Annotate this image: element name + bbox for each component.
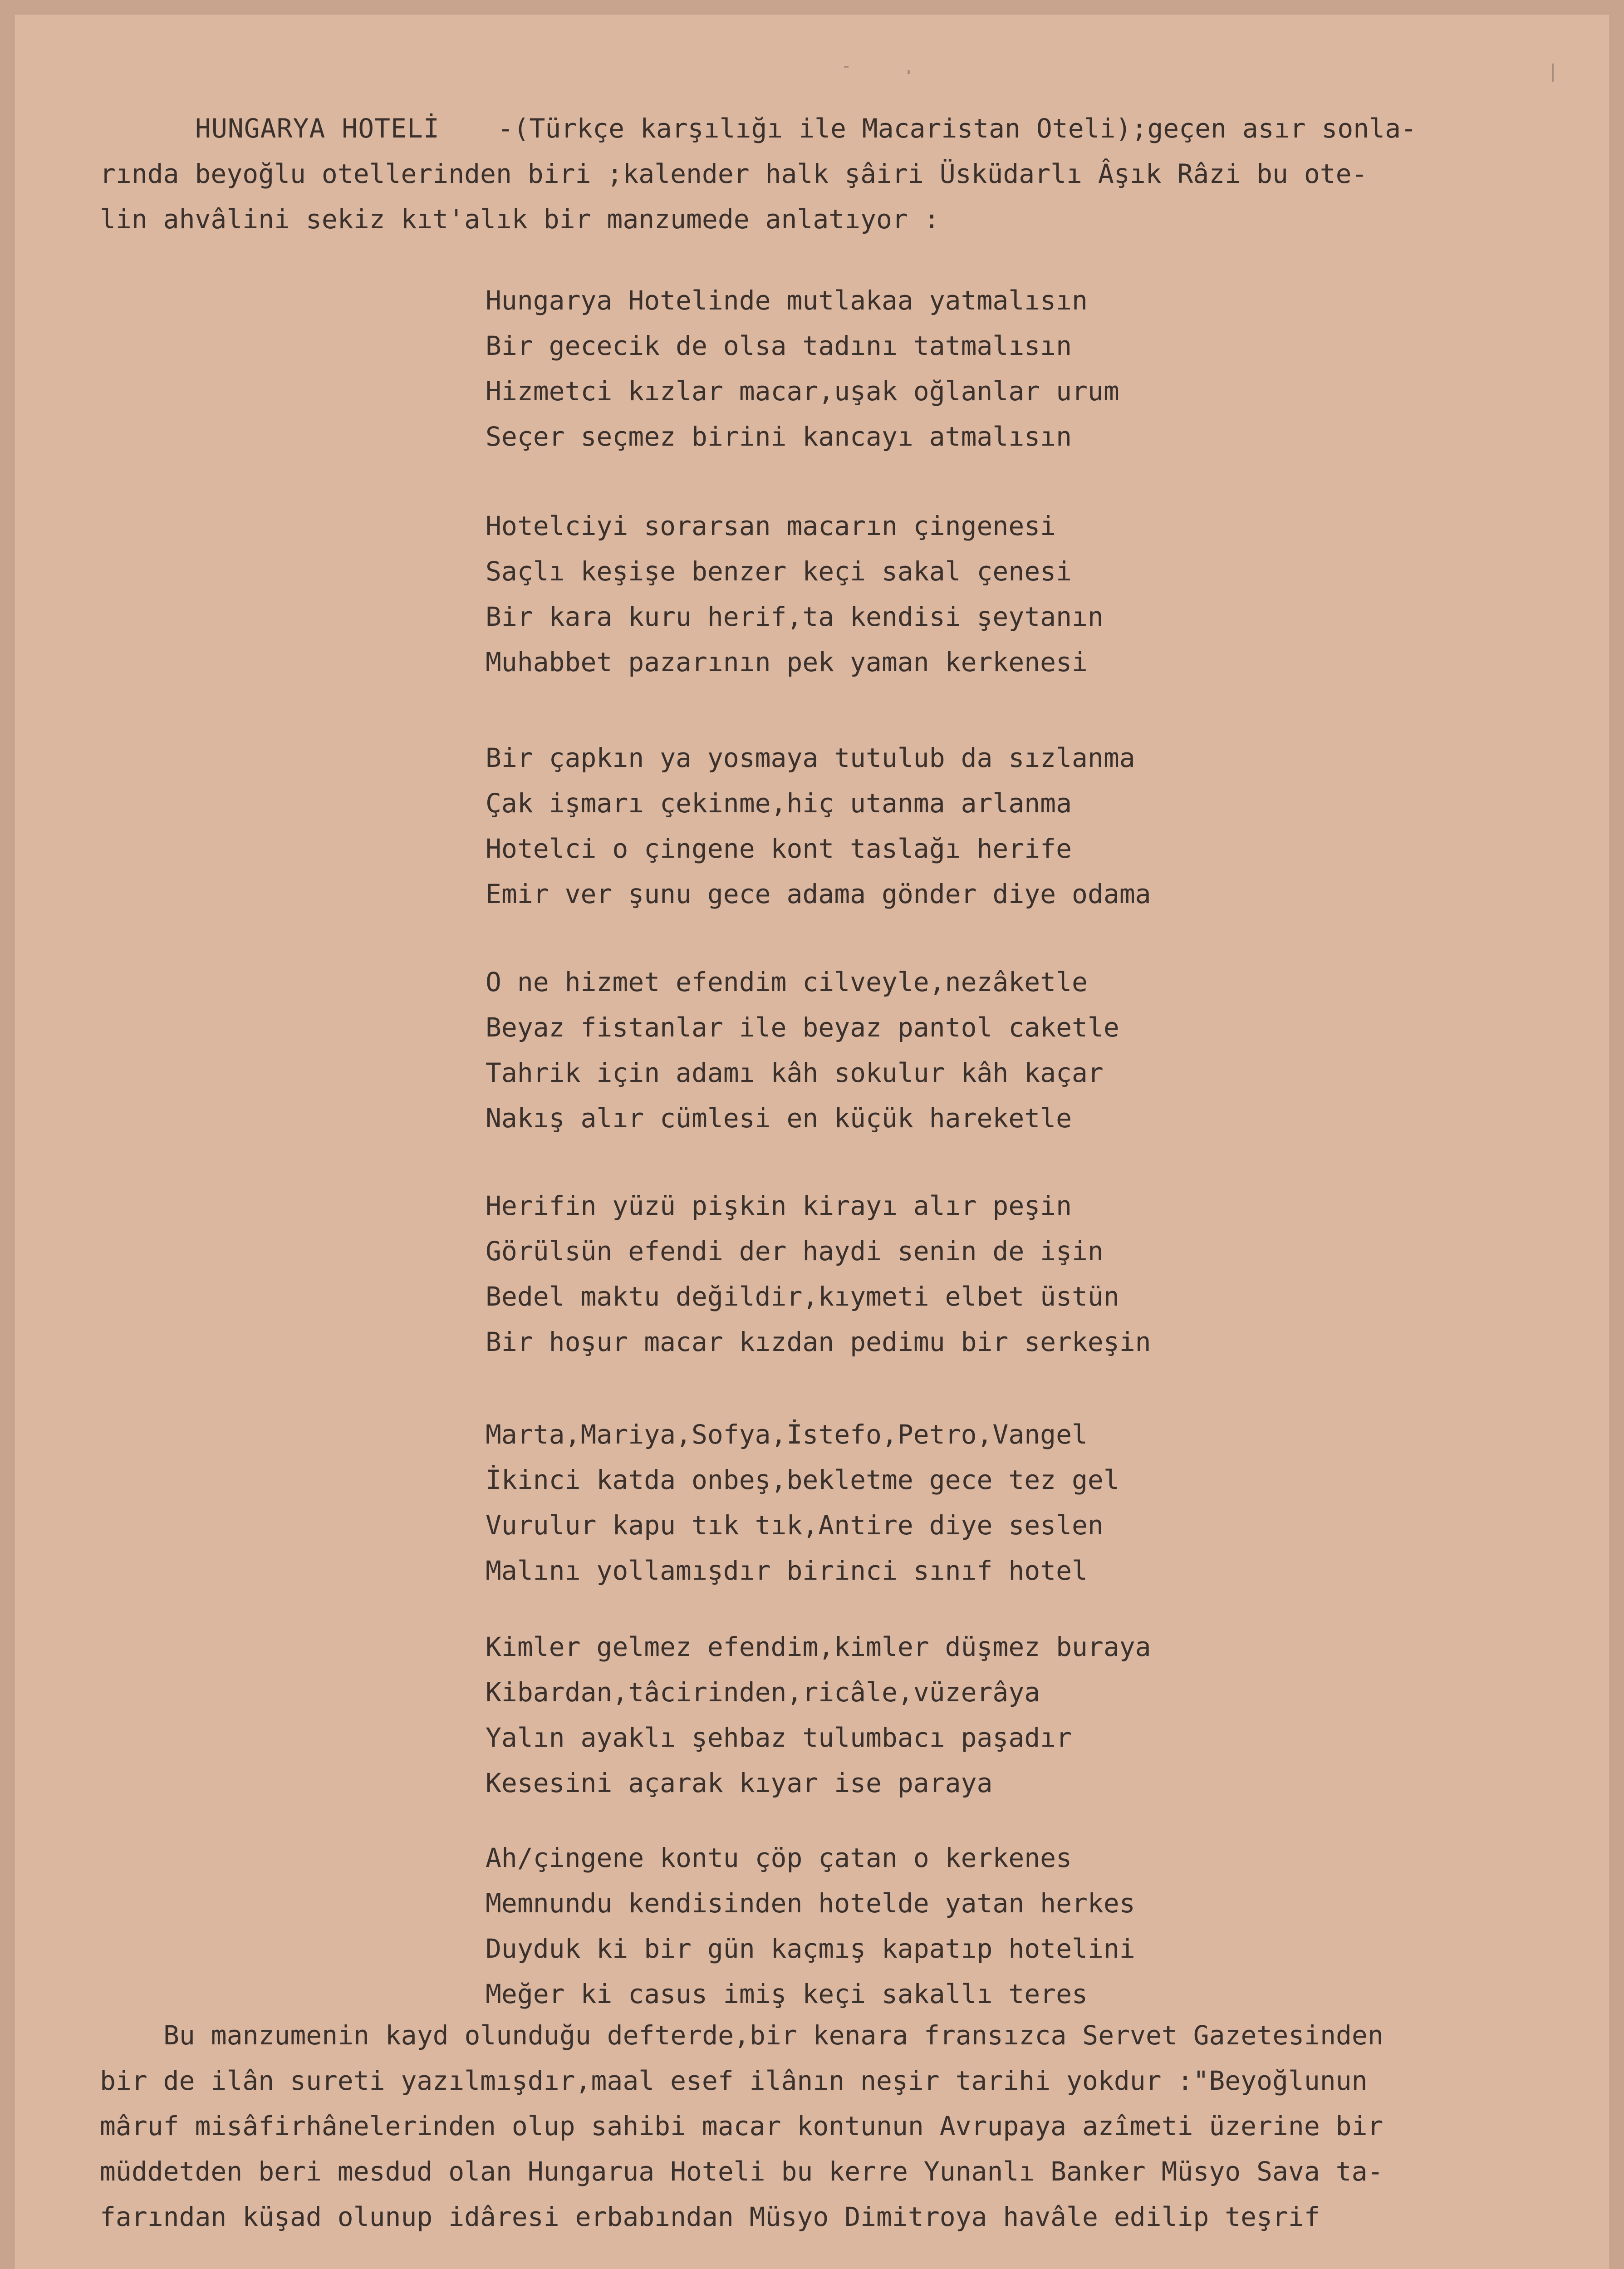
verse-line: Ah/çingene kontu çöp çatan o kerkenes <box>486 1842 1072 1873</box>
paper-speck <box>844 66 849 68</box>
verse-line: Memnundu kendisinden hotelde yatan herkes <box>486 1888 1135 1919</box>
verse-line: Muhabbet pazarının pek yaman kerkenesi <box>486 647 1088 678</box>
verse-line: Bedel maktu değildir,kıymeti elbet üstün <box>486 1281 1119 1312</box>
verse-line: Marta,Mariya,Sofya,İstefo,Petro,Vangel <box>486 1419 1088 1450</box>
typed-page <box>14 14 1610 2269</box>
verse-line: Malını yollamışdır birinci sınıf hotel <box>486 1555 1088 1586</box>
verse-line: Görülsün efendi der haydi senin de işin <box>486 1236 1104 1267</box>
verse-line: Seçer seçmez birini kancayı atmalısın <box>486 421 1072 452</box>
verse-line: Beyaz fistanlar ile beyaz pantol caketle <box>486 1012 1119 1043</box>
verse-line: Kimler gelmez efendim,kimler düşmez buraya <box>486 1631 1151 1662</box>
verse-line: İkinci katda onbeş,bekletme gece tez gel <box>486 1464 1119 1495</box>
verse-line: Hotelciyi sorarsan macarın çingenesi <box>486 511 1056 541</box>
closing-line-1: Bu manzumenin kayd olunduğu defterde,bir kenara fransızca Servet Gazetesinden <box>163 2020 1384 2051</box>
verse-line: Çak işmarı çekinme,hiç utanma arlanma <box>486 788 1072 819</box>
verse-line: Saçlı keşişe benzer keçi sakal çenesi <box>486 556 1072 587</box>
verse-line: Nakış alır cümlesi en küçük hareketle <box>486 1103 1072 1134</box>
verse-line: Hotelci o çingene kont taslağı herife <box>486 833 1072 864</box>
intro-line-2: rında beyoğlu otellerinden biri ;kalender halk şâiri Üsküdarlı Âşık Râzi bu ote- <box>100 158 1368 189</box>
closing-line-3: mâruf misâfirhânelerinden olup sahibi macar kontunun Avrupaya azîmeti üzerine bir <box>100 2111 1384 2141</box>
verse-line: Yalın ayaklı şehbaz tulumbacı paşadır <box>486 1722 1072 1753</box>
intro-line-3: lin ahvâlini sekiz kıt'alık bir manzumede anlatıyor : <box>100 204 940 235</box>
document-title: HUNGARYA HOTELİ <box>195 113 440 144</box>
paper-speck <box>1552 64 1554 82</box>
verse-line: Bir çapkın ya yosmaya tutulub da sızlanma <box>486 742 1135 773</box>
closing-line-4: müddetden beri mesdud olan Hungarua Hoteli bu kerre Yunanlı Banker Müsyo Sava ta- <box>100 2156 1384 2187</box>
verse-line: Kesesini açarak kıyar ise paraya <box>486 1768 993 1798</box>
paper-speck <box>908 70 910 74</box>
intro-line-1-text: -(Türkçe karşılığı ile Macaristan Oteli);geçen asır sonla- <box>497 113 1417 144</box>
closing-line-2: bir de ilân sureti yazılmışdır,maal esef ilânın neşir tarihi yokdur :"Beyoğlunun <box>100 2065 1368 2096</box>
intro-line-1 <box>195 113 1417 144</box>
verse-line: Meğer ki casus imiş keçi sakallı teres <box>486 1979 1088 2009</box>
verse-line: Hungarya Hotelinde mutlakaa yatmalısın <box>486 285 1088 316</box>
verse-line: Kibardan,tâcirinden,ricâle,vüzerâya <box>486 1677 1040 1708</box>
verse-line: Bir kara kuru herif,ta kendisi şeytanın <box>486 601 1104 632</box>
verse-line: Hizmetci kızlar macar,uşak oğlanlar urum <box>486 376 1119 407</box>
verse-line: O ne hizmet efendim cilveyle,nezâketle <box>486 967 1088 997</box>
verse-line: Tahrik için adamı kâh sokulur kâh kaçar <box>486 1057 1104 1088</box>
verse-line: Herifin yüzü pişkin kirayı alır peşin <box>486 1190 1072 1221</box>
closing-line-5: farından küşad olunup idâresi erbabından Müsyo Dimitroya havâle edilip teşrif <box>100 2201 1320 2232</box>
verse-line: Emir ver şunu gece adama gönder diye odama <box>486 879 1151 909</box>
verse-line: Bir gececik de olsa tadını tatmalısın <box>486 330 1072 361</box>
verse-line: Duyduk ki bir gün kaçmış kapatıp hotelini <box>486 1933 1135 1964</box>
verse-line: Vurulur kapu tık tık,Antire diye seslen <box>486 1510 1104 1541</box>
verse-line: Bir hoşur macar kızdan pedimu bir serkeşin <box>486 1326 1151 1357</box>
